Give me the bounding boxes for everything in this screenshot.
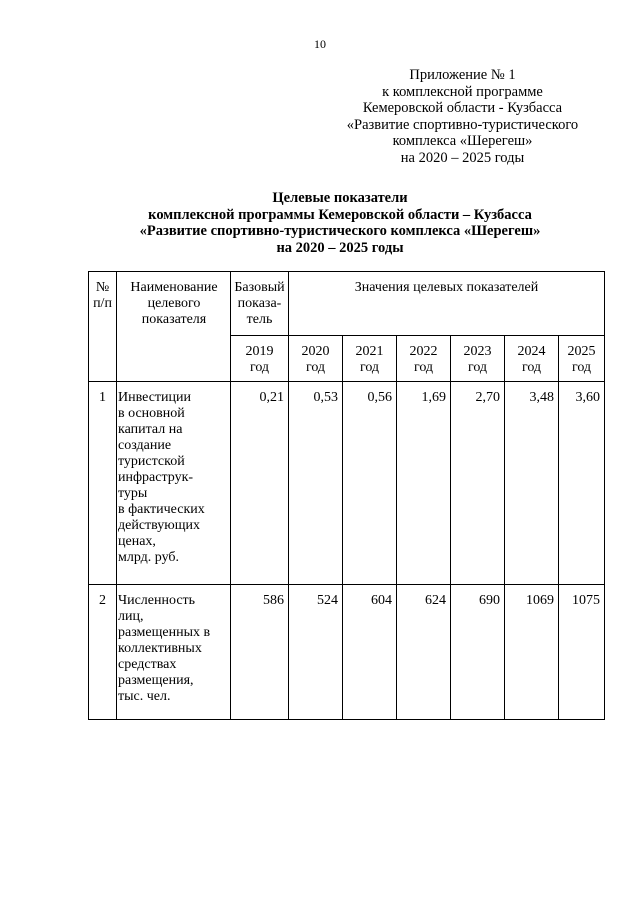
value-cell: 3,60 (559, 382, 605, 585)
value-cell: 1075 (559, 585, 605, 720)
year-cell: 2022 год (397, 336, 451, 382)
value-cell: 3,48 (505, 382, 559, 585)
table-row (89, 585, 605, 720)
appendix-line: к комплексной программе (382, 83, 543, 100)
value-cell: 1,69 (397, 382, 451, 585)
row-name: Инвестиции в основной капитал на создание туристской инфраструк- туры в фактических действующих ценах, млрд. руб. (117, 382, 231, 585)
header-num: № п/п (89, 272, 117, 382)
header-name: Наименование целевого показателя (117, 272, 231, 382)
title-line: на 2020 – 2025 годы (276, 239, 404, 256)
document-title (90, 190, 590, 256)
title-line: Целевые показатели (272, 190, 408, 206)
value-cell: 0,53 (289, 382, 343, 585)
title-line: комплексной программы Кемеровской области – Кузбасса (148, 206, 532, 223)
header-values-group: Значения целевых показателей (289, 272, 605, 336)
title-line: «Развитие спортивно-туристического комплекса «Шерегеш» (139, 223, 541, 239)
appendix-line: Приложение № 1 (409, 67, 516, 83)
year-cell: 2024 год (505, 336, 559, 382)
year-cell: 2021 год (343, 336, 397, 382)
table-row (89, 382, 605, 585)
header-base: Базовый показа- тель (231, 272, 289, 336)
year-cell: 2019 год (231, 336, 289, 382)
year-cell: 2020 год (289, 336, 343, 382)
row-num: 1 (89, 382, 117, 585)
value-cell: 690 (451, 585, 505, 720)
year-cell: 2025 год (559, 336, 605, 382)
value-cell: 0,21 (231, 382, 289, 585)
value-cell: 624 (397, 585, 451, 720)
value-cell: 524 (289, 585, 343, 720)
value-cell: 2,70 (451, 382, 505, 585)
appendix-line: комплекса «Шерегеш» (392, 133, 533, 149)
page-number: 10 (314, 37, 326, 51)
value-cell: 0,56 (343, 382, 397, 585)
appendix-line: «Развитие спортивно-туристического (346, 116, 579, 133)
year-cell: 2023 год (451, 336, 505, 382)
table-header-row (89, 272, 605, 336)
row-name: Численность лиц, размещенных в коллективных средствах размещения, тыс. чел. (117, 585, 231, 720)
value-cell: 604 (343, 585, 397, 720)
appendix-line: на 2020 – 2025 годы (400, 149, 525, 166)
row-num: 2 (89, 585, 117, 720)
appendix-line: Кемеровской области - Кузбасса (362, 100, 563, 116)
appendix-header (330, 67, 595, 166)
value-cell: 586 (231, 585, 289, 720)
value-cell: 1069 (505, 585, 559, 720)
indicators-table (88, 271, 605, 720)
